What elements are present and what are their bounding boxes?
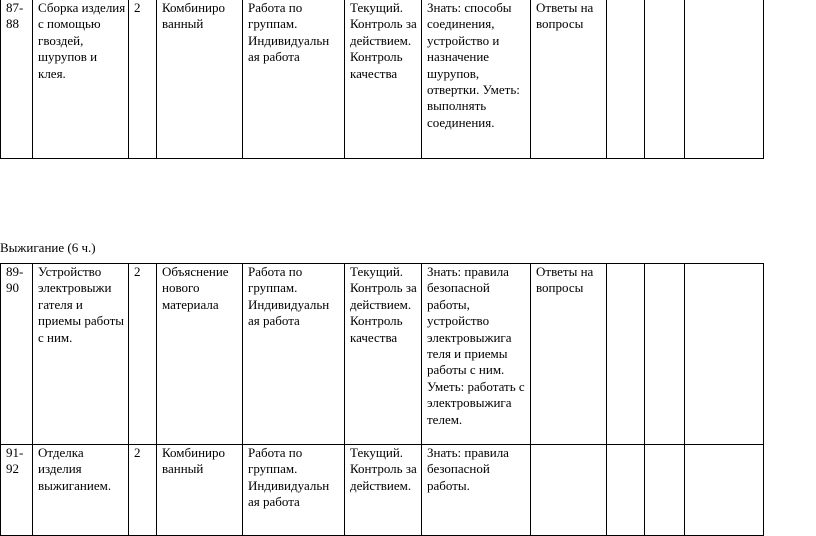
- activity-form-cell: [243, 264, 345, 445]
- lesson-type-cell: [157, 264, 243, 445]
- activity-form-text: Работа по группам. Индивидуальн ая работа: [248, 0, 330, 65]
- empty-cell: [607, 445, 645, 536]
- lesson-topic-text: Сборка изделия с помощью гвоздей, шурупов и клея.: [38, 0, 126, 81]
- hours-cell: [129, 264, 157, 445]
- hours-cell: [129, 445, 157, 536]
- hours-text: 2: [134, 0, 141, 15]
- control-type-text: Текущий. Контроль за действием.: [350, 445, 417, 493]
- lesson-topic-text: Отделка изделия выжиганием.: [38, 445, 112, 493]
- lesson-number-text: 87- 88: [6, 0, 24, 32]
- homework-cell: [531, 264, 607, 445]
- homework-text: Ответы на вопросы: [536, 264, 594, 296]
- lesson-type-text: Комбиниро ванный: [162, 0, 225, 32]
- requirements-cell: [422, 445, 531, 536]
- lesson-topic-cell: [33, 445, 129, 536]
- empty-cell: [645, 264, 685, 445]
- empty-cell: [685, 0, 764, 159]
- homework-cell: [531, 0, 607, 159]
- homework-cell: [531, 445, 607, 536]
- requirements-text: Знать: правила безопасной работы, устройство электровыжига теля и приемы работы с ним. Уметь: работать с электровыжига телем.: [427, 264, 525, 427]
- lesson-number-cell: [1, 0, 33, 159]
- lesson-topic-text: Устройство электровыжи гателя и приемы работы с ним.: [38, 264, 125, 345]
- homework-text: Ответы на вопросы: [536, 0, 594, 32]
- control-type-cell: [345, 264, 422, 445]
- empty-cell: [685, 264, 764, 445]
- requirements-cell: [422, 264, 531, 445]
- table-row: [1, 445, 764, 536]
- control-type-cell: [345, 445, 422, 536]
- activity-form-cell: [243, 445, 345, 536]
- lesson-number-text: 91- 92: [6, 445, 24, 477]
- lesson-number-cell: [1, 264, 33, 445]
- lesson-table-top: [0, 0, 764, 159]
- requirements-cell: [422, 0, 531, 159]
- control-type-cell: [345, 0, 422, 159]
- activity-form-text: Работа по группам. Индивидуальн ая работа: [248, 264, 330, 329]
- activity-form-cell: [243, 0, 345, 159]
- lesson-type-text: Объяснение нового материала: [162, 264, 229, 312]
- empty-cell: [607, 264, 645, 445]
- empty-cell: [645, 0, 685, 159]
- lesson-type-cell: [157, 0, 243, 159]
- lesson-table-bottom: [0, 263, 764, 536]
- activity-form-text: Работа по группам. Индивидуальн ая работа: [248, 445, 330, 510]
- control-type-text: Текущий. Контроль за действием. Контроль качества: [350, 264, 417, 345]
- hours-text: 2: [134, 264, 141, 279]
- empty-cell: [685, 445, 764, 536]
- lesson-number-text: 89- 90: [6, 264, 24, 296]
- empty-cell: [645, 445, 685, 536]
- requirements-text: Знать: правила безопасной работы.: [427, 445, 509, 493]
- section-title: Выжигание (6 ч.): [0, 240, 96, 255]
- table-row: [1, 0, 764, 159]
- lesson-topic-cell: [33, 0, 129, 159]
- hours-cell: [129, 0, 157, 159]
- control-type-text: Текущий. Контроль за действием. Контроль качества: [350, 0, 417, 81]
- lesson-type-cell: [157, 445, 243, 536]
- lesson-number-cell: [1, 445, 33, 536]
- requirements-text: Знать: способы соединения, устройство и назначение шурупов, отвертки. Уметь: выполнять соединения.: [427, 0, 520, 130]
- table-row: [1, 264, 764, 445]
- lesson-topic-cell: [33, 264, 129, 445]
- hours-text: 2: [134, 445, 141, 460]
- empty-cell: [607, 0, 645, 159]
- lesson-type-text: Комбиниро ванный: [162, 445, 225, 477]
